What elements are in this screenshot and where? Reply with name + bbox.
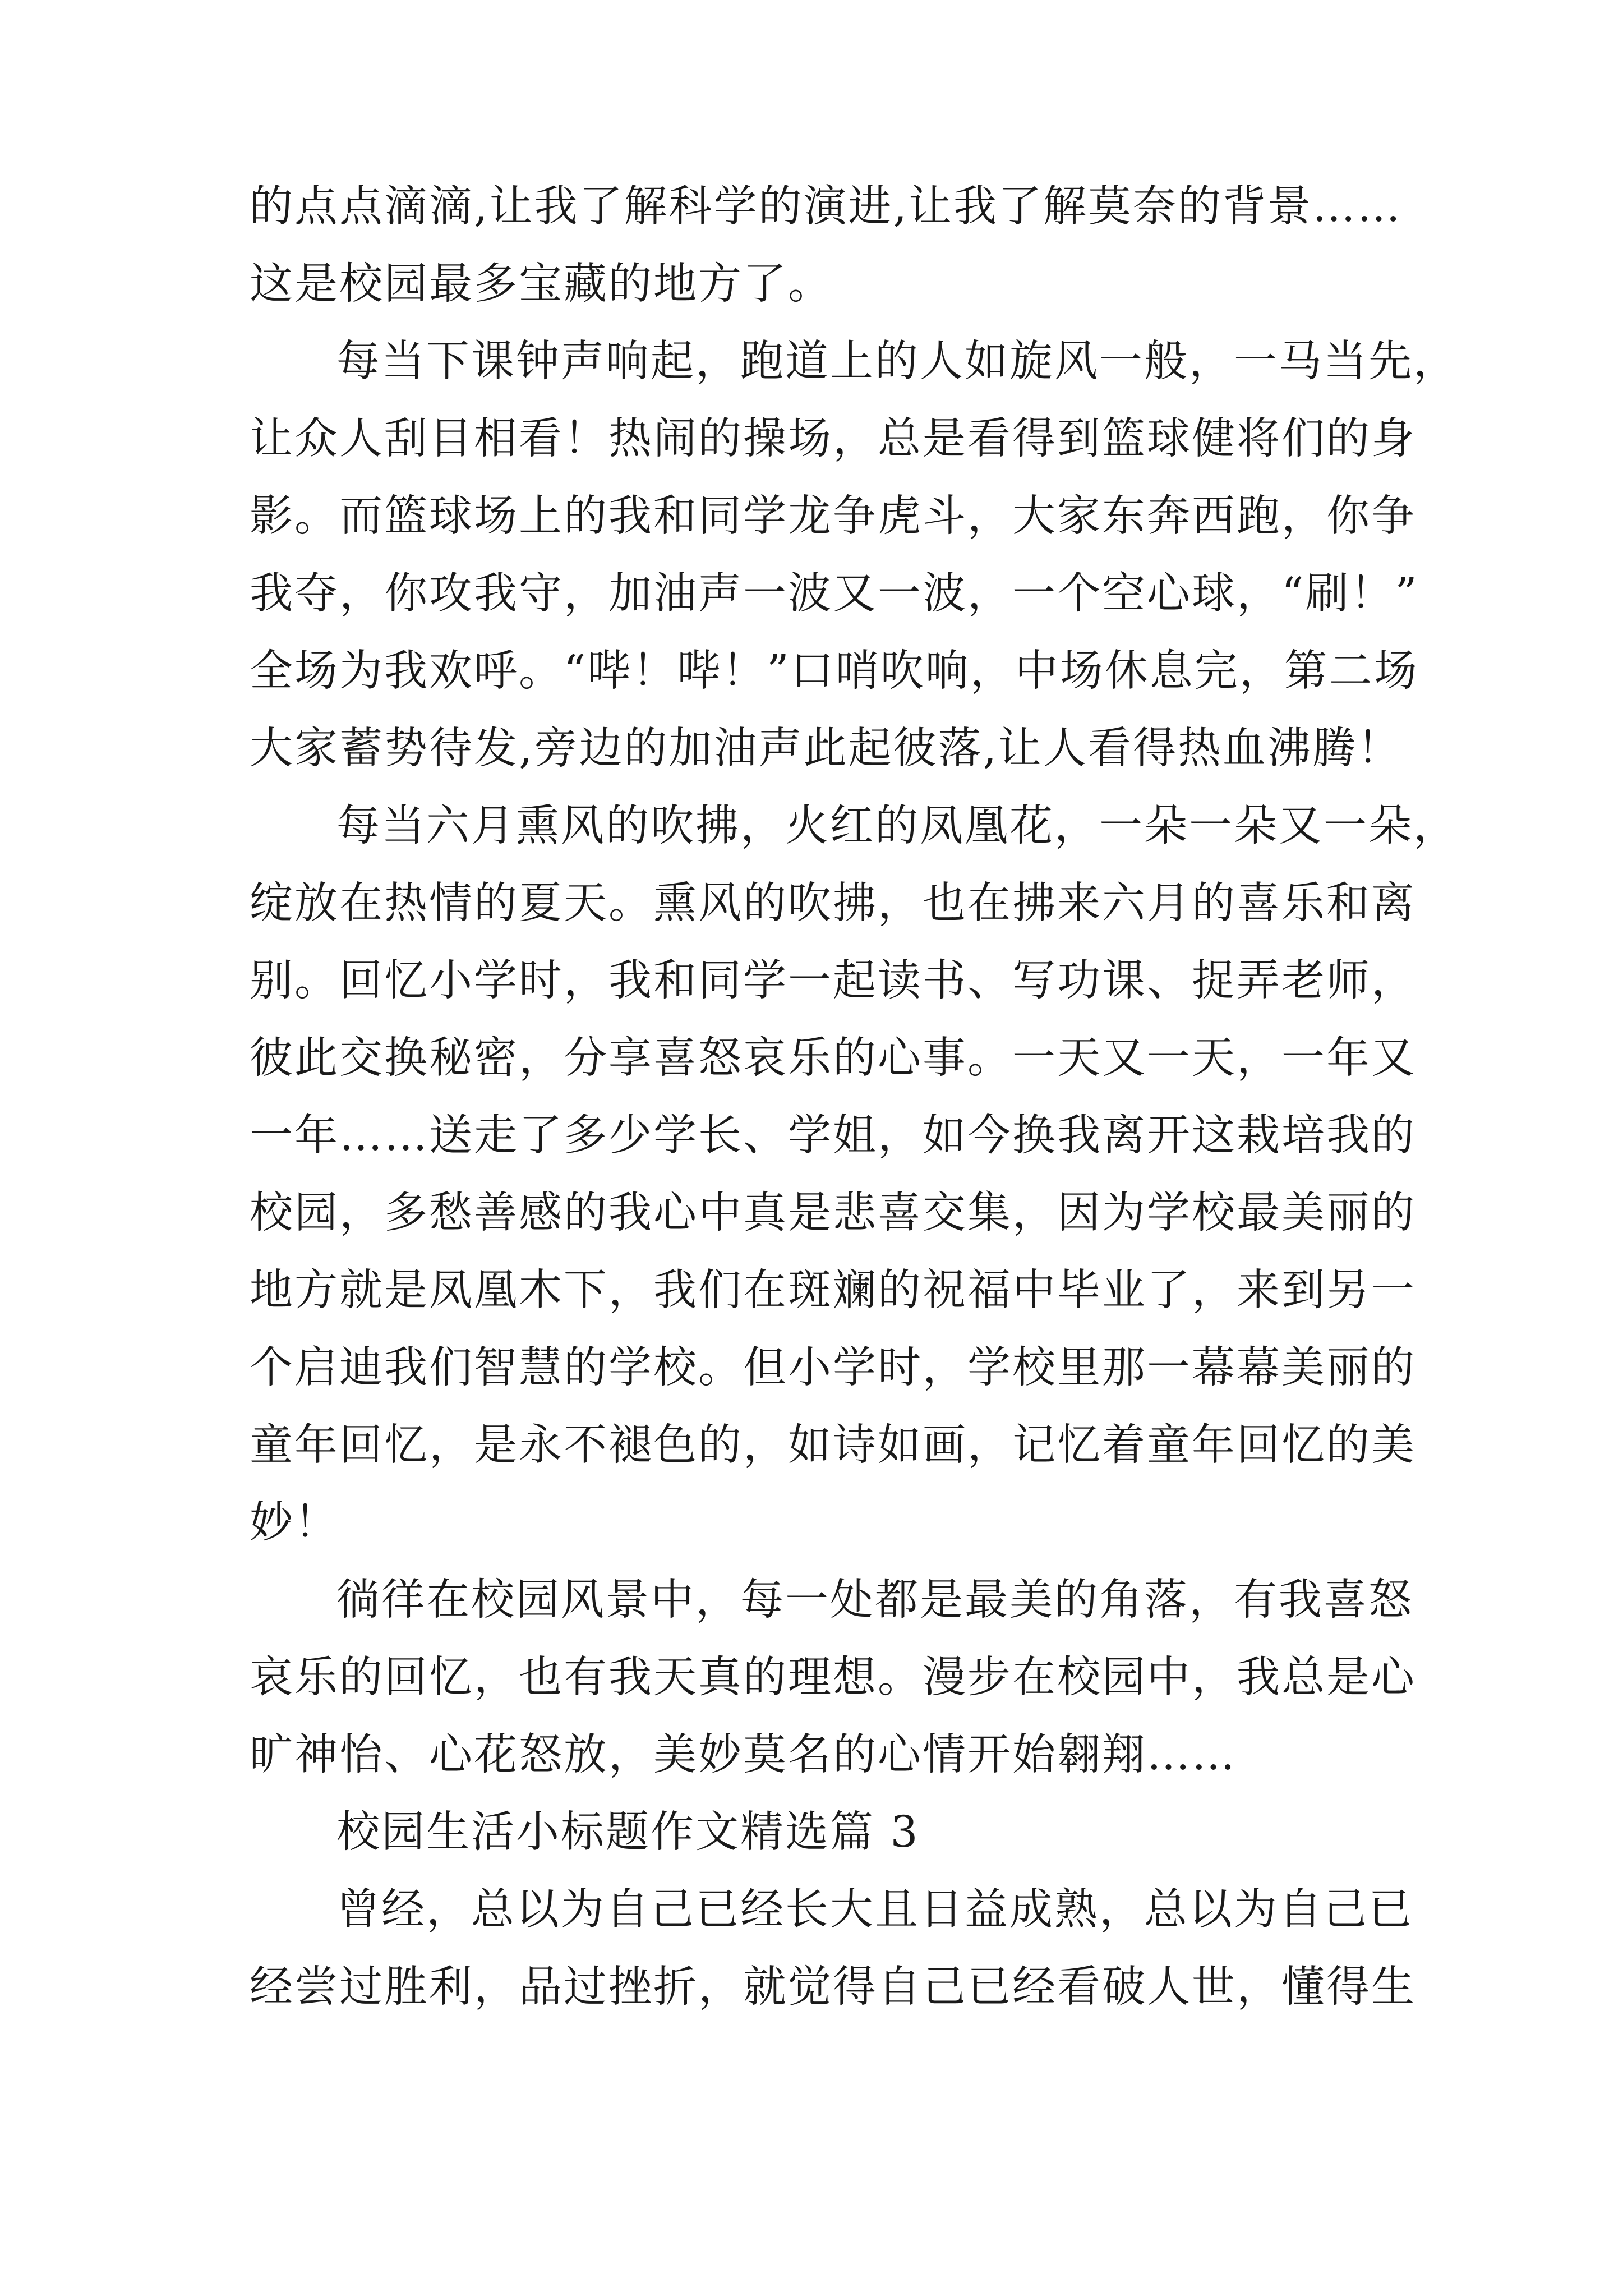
text-line: 地方就是凤凰木下，我们在斑斓的祝福中毕业了，来到另一 bbox=[250, 1266, 1416, 1315]
text-line: 童年回忆，是永不褪色的，如诗如画，记忆着童年回忆的美 bbox=[250, 1420, 1416, 1470]
text-line: 绽放在热情的夏天。熏风的吹拂，也在拂来六月的喜乐和离 bbox=[250, 878, 1416, 928]
text-line: 我夺，你攻我守，加油声一波又一波，一个空心球，“刷！” bbox=[250, 569, 1419, 619]
text-line: 这是校园最多宝藏的地方了。 bbox=[250, 259, 833, 309]
text-line: 让众人刮目相看！热闹的操场，总是看得到篮球健将们的身 bbox=[250, 414, 1416, 464]
text-line: 个启迪我们智慧的学校。但小学时，学校里那一幕幕美丽的 bbox=[250, 1343, 1416, 1393]
text-line: 的点点滴滴,让我了解科学的演进,让我了解莫奈的背景…… bbox=[250, 182, 1402, 232]
paragraph-start-line: 徜徉在校园风景中，每一处都是最美的角落，有我喜怒 bbox=[336, 1575, 1413, 1625]
text-line: 一年……送走了多少学长、学姐，如今换我离开这栽培我的 bbox=[250, 1111, 1416, 1161]
text-line: 经尝过胜利，品过挫折，就觉得自己已经看破人世，懂得生 bbox=[250, 1962, 1416, 2012]
text-line: 彼此交换秘密，分享喜怒哀乐的心事。一天又一天，一年又 bbox=[250, 1033, 1416, 1083]
text-line: 哀乐的回忆，也有我天真的理想。漫步在校园中，我总是心 bbox=[250, 1653, 1416, 1703]
text-line: 全场为我欢呼。“哔！哔！”口哨吹响，中场休息完，第二场 bbox=[250, 646, 1419, 696]
section-heading: 校园生活小标题作文精选篇 3 bbox=[336, 1807, 920, 1857]
text-line: 别。回忆小学时，我和同学一起读书、写功课、捉弄老师， bbox=[250, 956, 1416, 1006]
text-line: 旷神怡、心花怒放，美妙莫名的心情开始翱翔…… bbox=[250, 1730, 1237, 1780]
text-line: 校园，多愁善感的我心中真是悲喜交集，因为学校最美丽的 bbox=[250, 1188, 1416, 1238]
paragraph-start-line: 每当六月熏风的吹拂，火红的凤凰花，一朵一朵又一朵， bbox=[336, 801, 1458, 851]
text-line: 大家蓄势待发,旁边的加油声此起彼落,让人看得热血沸腾！ bbox=[250, 724, 1402, 774]
text-line: 妙！ bbox=[250, 1498, 339, 1548]
paragraph-start-line: 曾经，总以为自己已经长大且日益成熟，总以为自己已 bbox=[336, 1885, 1413, 1935]
document-page bbox=[250, 168, 1458, 2026]
text-line: 影。而篮球场上的我和同学龙争虎斗，大家东奔西跑，你争 bbox=[250, 491, 1416, 541]
paragraph-start-line: 每当下课钟声响起，跑道上的人如旋风一般，一马当先， bbox=[336, 337, 1458, 386]
